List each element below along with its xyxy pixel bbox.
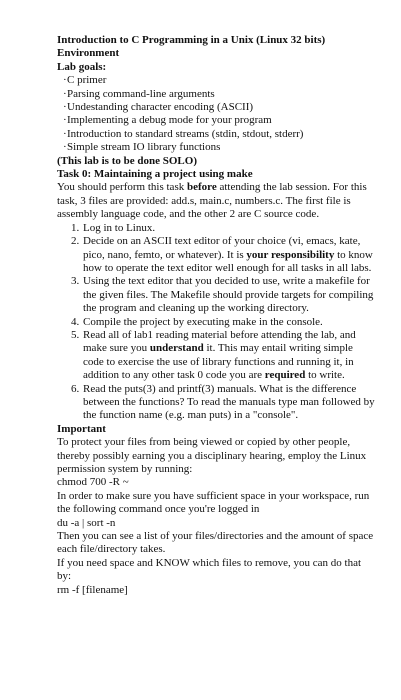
step-text-bold: required (264, 369, 306, 382)
step-text: Compile the project by executing make in the console. (83, 315, 323, 328)
task0-intro (57, 181, 375, 221)
task0-step (71, 383, 375, 423)
step-number: 1. (71, 221, 80, 234)
step-text: Using the text editor that you decided to use, write a makefile for the given files. The Makefile should provide targets for compiling the program and cleaning up the working directory. (83, 275, 374, 315)
step-number: 2. (71, 235, 80, 248)
task0-steps-list (57, 222, 375, 423)
lab-document (57, 34, 375, 597)
important-paragraph: If you need space and KNOW which files to remove, you can do that by: (57, 556, 362, 583)
lab-goal-item: · Simple stream IO library functions (63, 141, 375, 154)
step-number: 4. (71, 315, 80, 328)
task0-intro-before: before (186, 181, 217, 194)
important-paragraph: To protect your files from being viewed or copied by other people, thereby possibly earning you a disciplinary hearing, employ the Linux permission system by running: (57, 436, 367, 475)
solo-note: (This lab is to be done SOLO) (57, 154, 197, 167)
du-command: du -a | sort -n (57, 516, 116, 529)
document-title: Introduction to C Programming in a Unix (Linux 32 bits) Environment (57, 34, 326, 60)
lab-goals-list (57, 74, 375, 154)
task0-step (71, 275, 375, 315)
lab-goal-item: · Implementing a debug mode for your program (63, 114, 375, 127)
important-paragraph: In order to make sure you have sufficient space in your workspace, run the following command once you're logged in (57, 489, 370, 516)
step-text: Decide on an ASCII text editor of your choice (vi, emacs, kate, pico, nano, femto, or whatever). It is (83, 235, 361, 261)
task0-step (71, 329, 375, 383)
task0-intro-text: You should perform this task (57, 181, 187, 194)
task0-heading: Task 0: Maintaining a project using make (57, 168, 253, 181)
step-number: 5. (71, 328, 80, 341)
step-text: Read all of lab1 reading material before attending the lab, and make sure you (83, 328, 356, 355)
step-text: it. This may entail writing simple code to exercise the use of library functions and running it, in addition to any other task 0 code you are (83, 342, 354, 382)
lab-goals-heading: Lab goals: (57, 60, 107, 73)
lab-goal-item: · Introduction to standard streams (stdin, stdout, stderr) (63, 128, 375, 141)
important-heading: Important (57, 422, 106, 435)
task0-step (71, 222, 375, 235)
step-text: Read the puts(3) and printf(3) manuals. What is the difference between the functions? To read the manuals type man followed by the function name (e.g. man puts) in a "console". (83, 382, 375, 422)
step-text: Log in to Linux. (83, 221, 156, 234)
lab-goal-item: · C primer (63, 74, 375, 87)
chmod-command: chmod 700 -R ~ (57, 476, 129, 489)
task0-step (71, 316, 375, 329)
task0-step (71, 235, 375, 275)
step-text: to know how to operate the text editor well enough for all tasks in all labs. (83, 248, 373, 274)
step-text-bold: understand (149, 342, 204, 355)
task0-intro-text: attending the lab session. For this task, 3 files are provided: add.s, main.c, numbers.c. The first file is assembly language code, and the other 2 are C source code. (57, 181, 367, 221)
lab-goal-item: · Undestanding character encoding (ASCII) (63, 101, 375, 114)
step-text: to write. (305, 369, 345, 382)
step-number: 6. (71, 382, 80, 395)
step-number: 3. (71, 275, 80, 288)
step-text-bold: your responsibility (246, 248, 335, 261)
rm-command: rm -f [filename] (57, 583, 128, 596)
important-paragraph: Then you can see a list of your files/directories and the amount of space each file/directory takes. (57, 530, 374, 556)
lab-goal-item: · Parsing command-line arguments (63, 88, 375, 101)
